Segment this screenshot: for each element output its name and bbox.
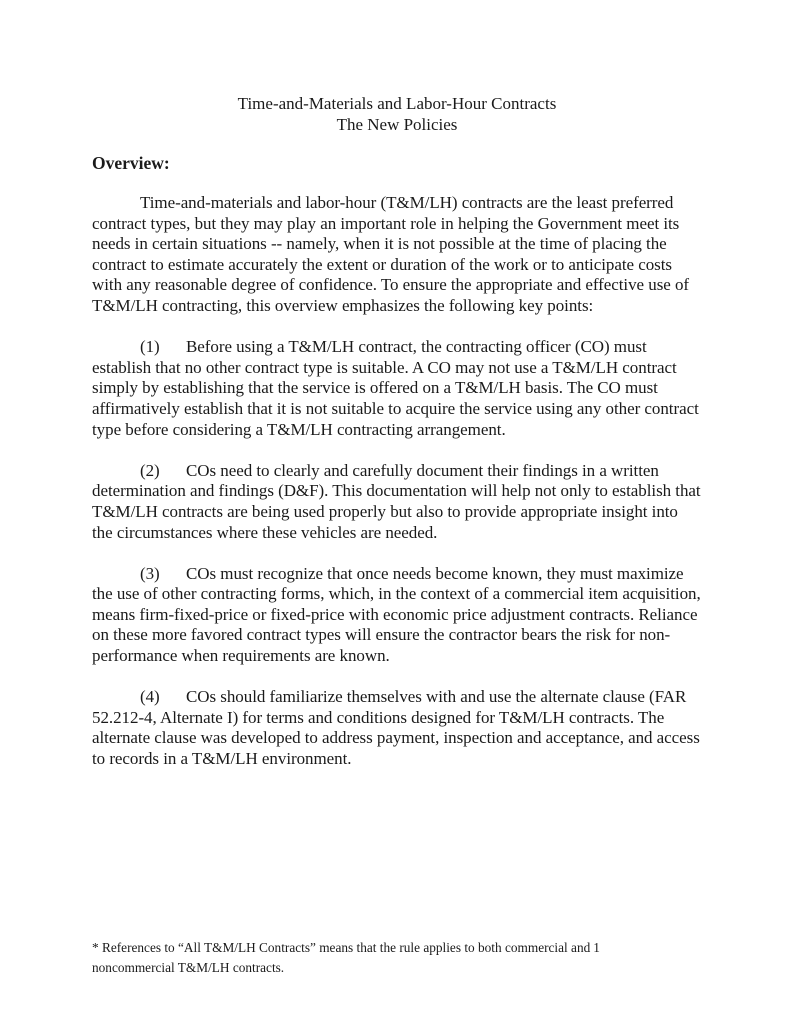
key-point-2: [92, 461, 702, 543]
document-title: [92, 93, 702, 135]
title-line-2: The New Policies: [336, 115, 458, 134]
footnote: [92, 938, 712, 978]
key-point-1: [92, 337, 702, 440]
key-point-number: (2): [140, 460, 160, 480]
footnote-text: * References to “All T&M/LH Contracts” means that the rule applies to both commercial and: [92, 940, 591, 955]
key-point-text: Before using a T&M/LH contract, the contracting officer (CO) must establish that no other contract type is suitable. A CO may not use a T&M/LH contract simply by establishing that the service is offered on a T&M/LH basis. The CO must affirmatively establish that it is not suitable to acquire the service using any other contract type before considering a T&M/LH contracting arrangement.: [92, 337, 699, 439]
key-point-text: COs should familiarize themselves with and use the alternate clause (FAR 52.212-4, Alternate I) for terms and conditions designed for T&M/LH contracts. The alternate clause was developed to address payment, inspection and acceptance, and access to records in a T&M/LH environment.: [92, 687, 700, 769]
footnote-line-2: noncommercial T&M/LH contracts.: [92, 960, 285, 975]
key-point-number: (3): [140, 563, 160, 583]
key-point-number: (1): [140, 337, 160, 357]
document-page: [92, 93, 702, 770]
title-line-1: Time-and-Materials and Labor-Hour Contracts: [237, 94, 557, 113]
key-point-text: COs need to clearly and carefully document their findings in a written determination and findings (D&F). This documentation will help not only to establish that T&M/LH contracts are being used properly but also to provide appropriate insight into the circumstances where these vehicles are needed.: [92, 460, 701, 542]
key-point-text: COs must recognize that once needs become known, they must maximize the use of other contracting forms, which, in the context of a commercial item acquisition, means firm-fixed-price or fixed-price with economic price adjustment contracts. Reliance on these more favored contract types will ensure the contractor bears the risk for non-performance when requirements are known.: [92, 563, 701, 666]
key-point-3: [92, 564, 702, 667]
page-number: 1: [593, 940, 600, 955]
key-point-4: [92, 687, 702, 769]
section-heading-overview: Overview:: [92, 153, 170, 173]
intro-paragraph: Time-and-materials and labor-hour (T&M/LH) contracts are the least preferred contract types, but they may play an important role in helping the Government meet its needs in certain situations -- namely, when it is not possible at the time of placing the contract to estimate accurately the extent or duration of the work or to anticipate costs with any reasonable degree of confidence. To ensure the appropriate and effective use of T&M/LH contracting, this overview emphasizes the following key points:: [92, 193, 690, 315]
footnote-line-1: [92, 938, 712, 958]
key-point-number: (4): [140, 687, 160, 707]
